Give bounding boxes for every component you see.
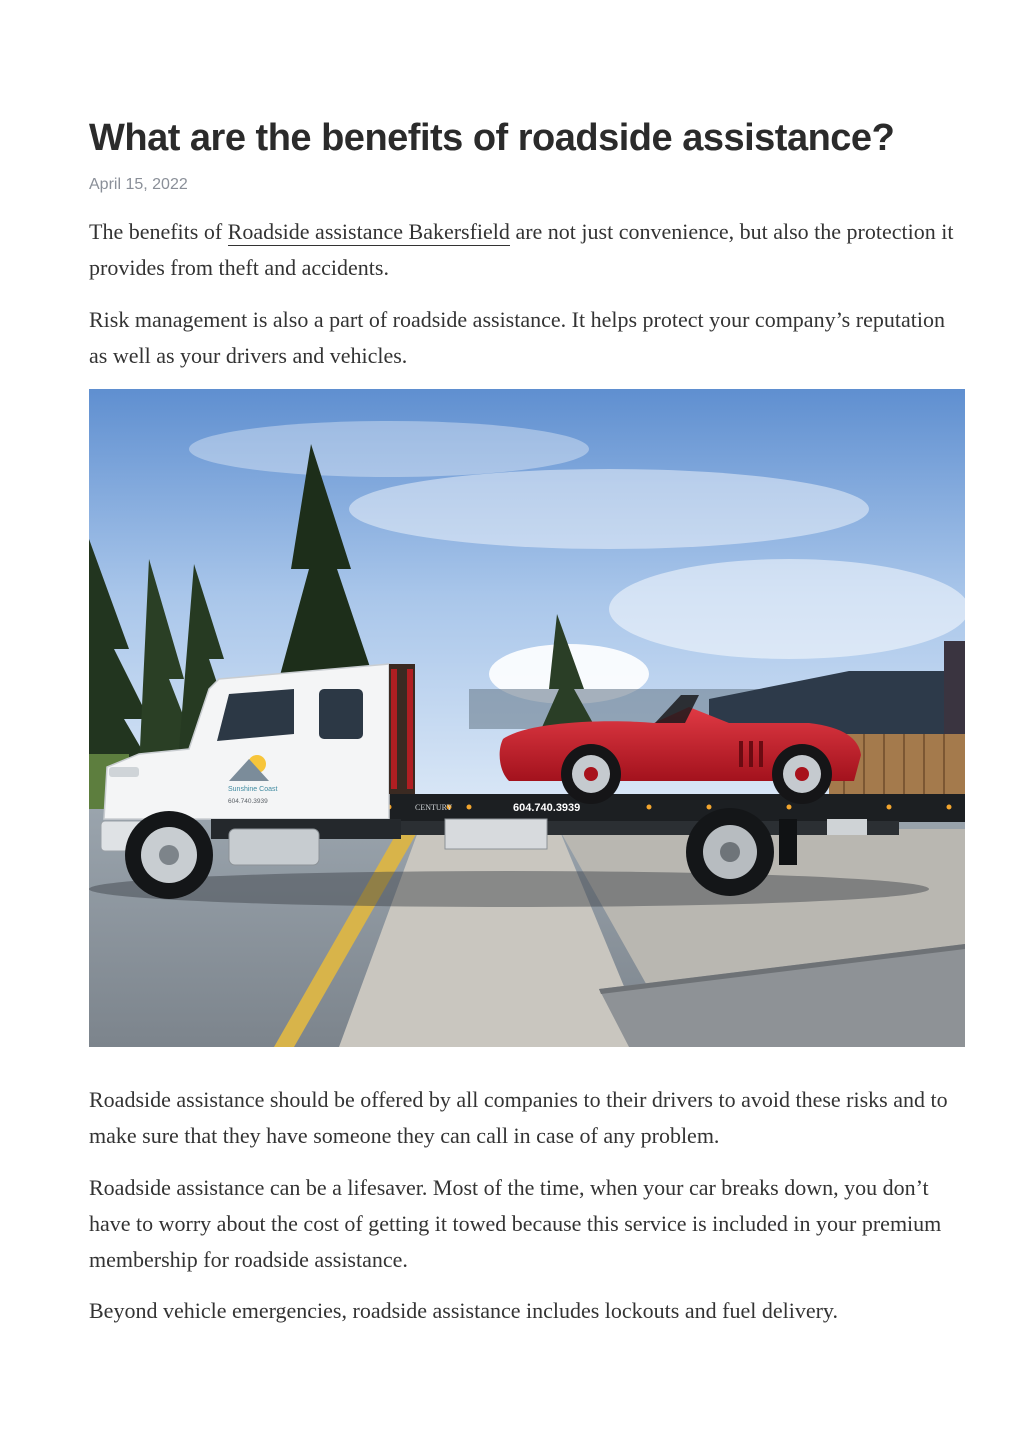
door-logo-phone: 604.740.3939 [228,798,268,805]
paragraph-intro-text-after: are not just convenience, but also the protection it provides from theft and accidents. [89,219,954,280]
tow-truck-photo [89,389,965,1047]
paragraph-intro [89,214,965,286]
paragraph-intro-text-before: The benefits of [89,219,228,244]
post-date: April 15, 2022 [89,176,188,193]
paragraph-lockouts-fuel: Beyond vehicle emergencies, roadside assistance includes lockouts and fuel delivery. [89,1298,838,1323]
deck-phone-text: 604.740.3939 [513,802,581,814]
paragraph-company-offer: Roadside assistance should be offered by all companies to their drivers to avoid these risks and to make sure that they have someone they can call in case of any problem. [89,1087,948,1148]
roadside-assistance-link[interactable]: Roadside assistance Bakersfield [227,219,510,244]
paragraph-lifesaver: Roadside assistance can be a lifesaver. Most of the time, when your car breaks down, you don’t have to worry about the cost of getting it towed because this service is included in your premium membership for roadside assistance. [89,1175,942,1272]
article-title: What are the benefits of roadside assistance? [89,117,895,159]
paragraph-risk-management: Risk management is also a part of roadside assistance. It helps protect your company’s reputation as well as your drivers and vehicles. [89,307,945,368]
door-logo-name: Sunshine Coast [228,786,278,793]
deck-brand-text: CENTURY [415,803,453,812]
